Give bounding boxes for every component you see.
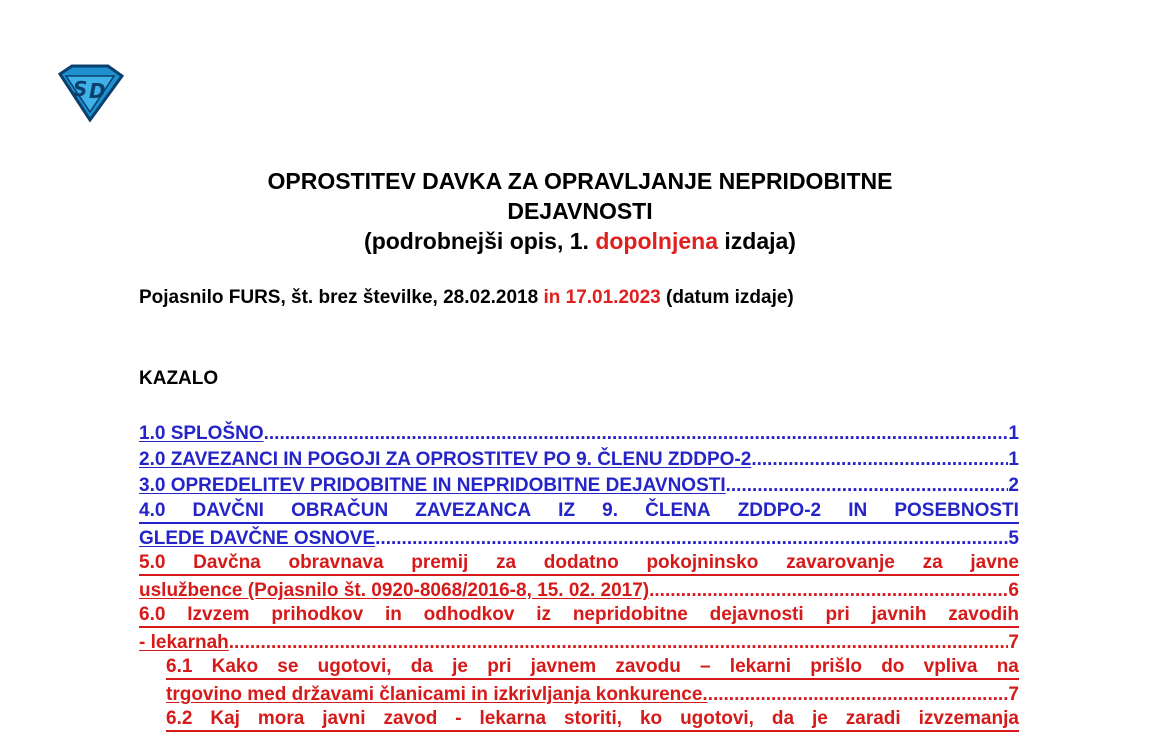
toc-word: zavod bbox=[383, 708, 438, 730]
title-line-1: OPROSTITEV DAVKA ZA OPRAVLJANJE NEPRIDOBITNE bbox=[267, 168, 893, 194]
toc-leader bbox=[708, 682, 1009, 708]
toc-word: 5.0 bbox=[139, 551, 166, 573]
toc-heading: KAZALO bbox=[139, 368, 219, 389]
toc-word: odhodkov bbox=[423, 604, 515, 626]
svg-text:D: D bbox=[89, 79, 106, 103]
toc-word: do bbox=[881, 656, 905, 678]
toc-word: - bbox=[455, 708, 462, 730]
toc-word: storiti, bbox=[563, 708, 623, 730]
toc-leader bbox=[375, 526, 1008, 552]
toc-page: 1 bbox=[1008, 423, 1019, 444]
toc-word: je bbox=[811, 708, 828, 730]
toc-word: ko bbox=[639, 708, 663, 730]
toc-word: premij bbox=[411, 551, 469, 573]
title-line-2: DEJAVNOSTI bbox=[507, 198, 653, 224]
toc-word: Kako bbox=[211, 656, 259, 678]
toc-word: izvzemanja bbox=[918, 708, 1019, 730]
toc-word: dejavnosti bbox=[709, 604, 804, 626]
toc-word: iz bbox=[536, 604, 552, 626]
toc-page: 7 bbox=[1008, 632, 1019, 654]
toc-entry-6-1[interactable] bbox=[166, 656, 1019, 708]
toc-word: nepridobitne bbox=[572, 604, 688, 626]
toc-link-1[interactable]: 1.0 SPLOŠNO bbox=[139, 423, 264, 444]
toc-word: ČLENA bbox=[645, 499, 711, 521]
toc-word: pri bbox=[487, 656, 512, 678]
toc-word: vpliva bbox=[923, 656, 978, 678]
toc-entry-6[interactable] bbox=[139, 604, 1019, 656]
toc-page: 7 bbox=[1008, 684, 1019, 706]
toc-word: prihodkov bbox=[271, 604, 364, 626]
svg-text:S: S bbox=[73, 77, 88, 101]
toc-word: ugotovi, bbox=[317, 656, 392, 678]
toc-word: ZDDPO-2 bbox=[737, 499, 822, 521]
document-meta: Pojasnilo FURS, št. brez številke, 28.02.2018 in 17.01.2023 (datum izdaje) bbox=[139, 287, 794, 308]
toc-word: OBRAČUN bbox=[291, 499, 389, 521]
toc-word: pokojninsko bbox=[646, 551, 759, 573]
table-of-contents bbox=[139, 421, 1019, 734]
toc-link-6-line2[interactable]: - lekarnah bbox=[139, 632, 229, 654]
toc-word: na bbox=[996, 656, 1019, 678]
toc-link-6-1-line2[interactable]: trgovino med državami članicami in izkrivljanja konkurence. bbox=[166, 684, 708, 706]
toc-word: POSEBNOSTI bbox=[894, 499, 1019, 521]
toc-word: 6.1 bbox=[166, 656, 193, 678]
toc-entry-4[interactable] bbox=[139, 500, 1019, 552]
document-title bbox=[140, 166, 1020, 256]
logo-icon bbox=[54, 64, 126, 122]
toc-word: za bbox=[922, 551, 943, 573]
toc-link-6-1-line1[interactable] bbox=[166, 656, 1019, 680]
toc-word: za bbox=[495, 551, 517, 573]
toc-word: 6.2 bbox=[166, 708, 193, 730]
toc-word: ugotovi, bbox=[680, 708, 754, 730]
toc-entry-6-2[interactable] bbox=[166, 708, 1019, 734]
toc-link-5-line1[interactable] bbox=[139, 552, 1019, 576]
toc-word: IZ bbox=[558, 499, 576, 521]
toc-link-3[interactable]: 3.0 OPREDELITEV PRIDOBITNE IN NEPRIDOBITNE DEJAVNOSTI bbox=[139, 475, 726, 497]
toc-word: javnih bbox=[871, 604, 927, 626]
toc-entry-3[interactable] bbox=[139, 473, 1019, 499]
toc-link-6-2-line1[interactable] bbox=[166, 708, 1019, 732]
toc-word: IN bbox=[848, 499, 868, 521]
toc-entry-1[interactable] bbox=[139, 421, 1019, 447]
toc-link-4-line2[interactable]: GLEDE DAVČNE OSNOVE bbox=[139, 527, 376, 549]
toc-word: dodatno bbox=[543, 551, 619, 573]
toc-word: javni bbox=[322, 708, 366, 730]
title-line-3: (podrobnejši opis, 1. dopolnjena izdaja) bbox=[364, 228, 796, 254]
toc-link-2[interactable]: 2.0 ZAVEZANCI IN POGOJI ZA OPROSTITEV PO 9. ČLENU ZDDPO-2 bbox=[139, 449, 752, 471]
toc-word: DAVČNI bbox=[192, 499, 264, 521]
toc-word: javne bbox=[970, 551, 1019, 573]
toc-word: 4.0 bbox=[139, 499, 166, 521]
toc-page: 5 bbox=[1008, 527, 1019, 549]
toc-word: Davčna bbox=[193, 551, 261, 573]
toc-word: se bbox=[277, 656, 299, 678]
toc-leader bbox=[726, 473, 1009, 499]
toc-word: zavodu bbox=[615, 656, 681, 678]
toc-leader bbox=[264, 421, 1009, 447]
toc-page: 1 bbox=[1008, 449, 1019, 471]
toc-word: da bbox=[771, 708, 795, 730]
toc-leader bbox=[649, 578, 1008, 604]
toc-word: Izvzem bbox=[187, 604, 250, 626]
toc-word: je bbox=[452, 656, 468, 678]
toc-word: obravnava bbox=[288, 551, 384, 573]
toc-link-5-line2[interactable]: uslužbence (Pojasnilo št. 0920-8068/2016-8, 15. 02. 2017) bbox=[139, 579, 650, 601]
toc-link-6-line1[interactable] bbox=[139, 604, 1019, 628]
toc-word: 6.0 bbox=[139, 604, 166, 626]
toc-word: in bbox=[384, 604, 402, 626]
toc-word: lekarni bbox=[729, 656, 792, 678]
toc-word: 9. bbox=[602, 499, 619, 521]
toc-word: da bbox=[410, 656, 433, 678]
toc-word: ZAVEZANCA bbox=[415, 499, 532, 521]
toc-word: – bbox=[700, 656, 711, 678]
toc-entry-2[interactable] bbox=[139, 447, 1019, 473]
toc-word: zaradi bbox=[845, 708, 901, 730]
toc-word: prišlo bbox=[810, 656, 862, 678]
toc-word: zavodih bbox=[948, 604, 1019, 626]
toc-leader bbox=[229, 630, 1009, 656]
toc-word: lekarna bbox=[479, 708, 547, 730]
toc-word: javnem bbox=[530, 656, 597, 678]
toc-word: mora bbox=[257, 708, 305, 730]
toc-page: 2 bbox=[1008, 475, 1019, 497]
toc-word: pri bbox=[825, 604, 850, 626]
toc-link-4-line1[interactable] bbox=[139, 500, 1019, 524]
toc-leader bbox=[751, 447, 1008, 473]
toc-word: zavarovanje bbox=[786, 551, 895, 573]
toc-word: Kaj bbox=[210, 708, 240, 730]
toc-page: 6 bbox=[1008, 579, 1019, 601]
toc-entry-5[interactable] bbox=[139, 552, 1019, 604]
